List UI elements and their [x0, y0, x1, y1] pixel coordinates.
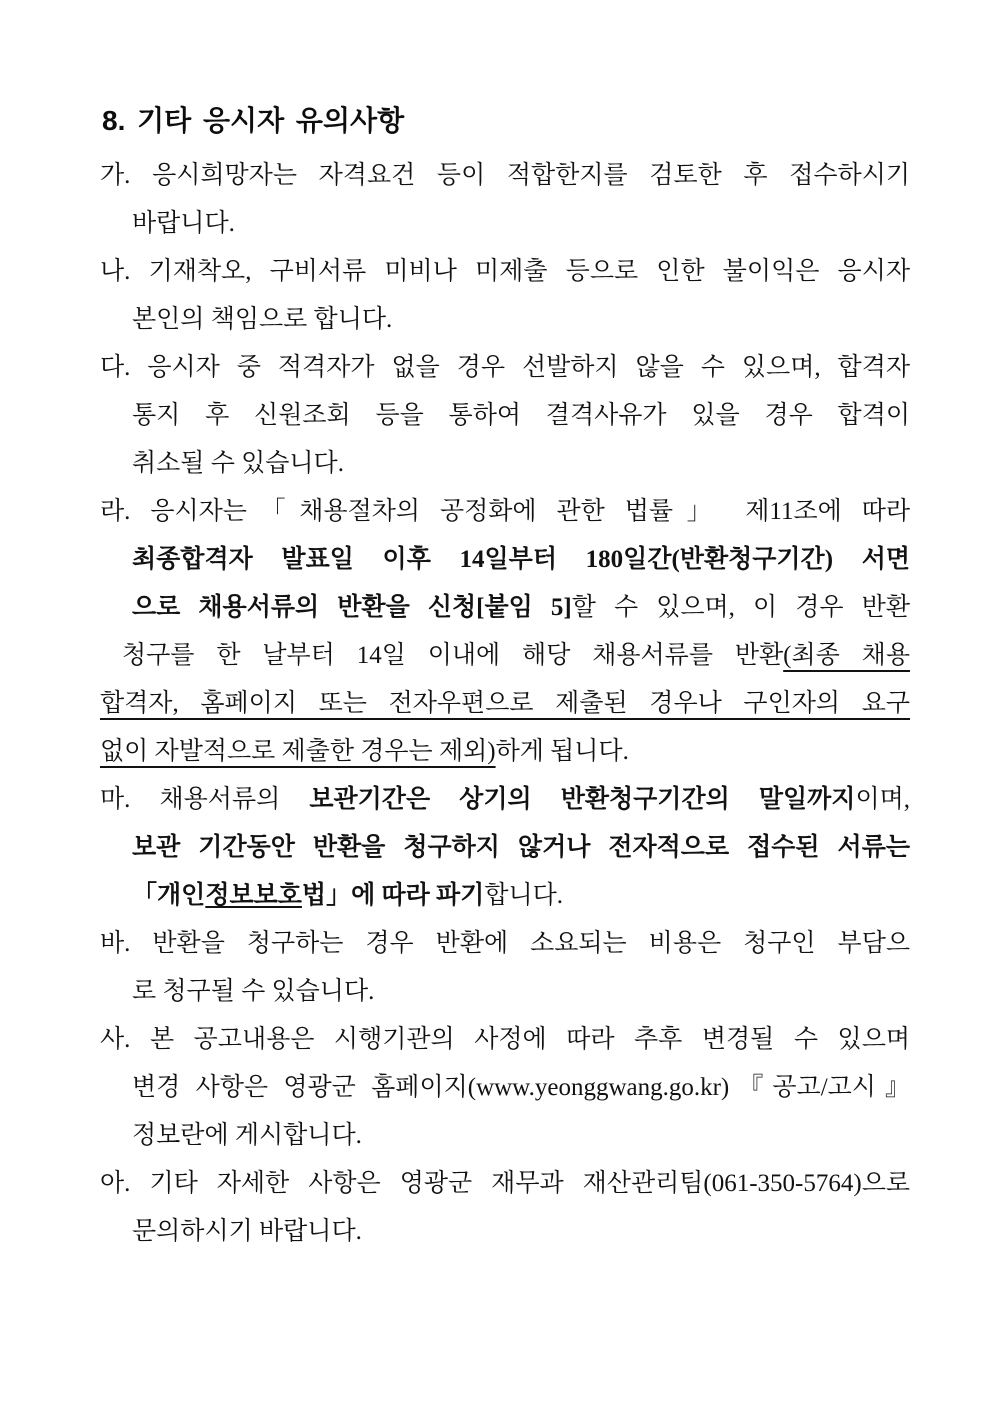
text-segment: 본인의 책임으로 합니다.: [132, 306, 393, 333]
text-segment: 기타 자세한 사항은 영광군 재무과 재산관리팀(061-350-5764)으로: [149, 1170, 911, 1197]
doc-line: [100, 344, 910, 392]
text-segment: 없이 자발적으로 제출한 경우는 제외): [100, 738, 496, 765]
text-segment: 취소될 수 있습니다.: [132, 450, 344, 477]
item-marker: 가.: [100, 162, 131, 189]
text-segment: 보관기간은 상기의 반환청구기간의 말일까지: [309, 786, 856, 813]
doc-line: [100, 296, 910, 344]
text-segment: 합격자, 홈페이지 또는 전자우편으로 제출된 경우나 구인자의 요구: [100, 690, 910, 717]
doc-line: [100, 872, 910, 920]
text-segment: 변경 사항은 영광군 홈페이지(www.yeonggwang.go.kr)『공고/고시』: [132, 1074, 910, 1101]
text-segment: 법」에 따라 파기: [301, 882, 485, 909]
text-segment: 응시희망자는 자격요건 등이 적합한지를 검토한 후 접수하시기: [152, 162, 910, 189]
text-segment: 반환을 청구하는 경우 반환에 소요되는 비용은 청구인 부담으: [152, 930, 910, 957]
text-segment: 할 수 있으며, 이 경우 반환: [571, 594, 910, 621]
text-segment: 정보보호: [205, 882, 302, 909]
doc-line: [100, 1160, 910, 1208]
doc-line: [100, 728, 910, 776]
page-content: [100, 102, 910, 1256]
doc-line: [100, 248, 910, 296]
doc-line: [100, 632, 910, 680]
doc-line: [100, 488, 910, 536]
text-segment: 하게 됩니다.: [495, 738, 629, 765]
text-segment: 청구를 한 날부터 14일 이내에 해당 채용서류를 반환: [122, 642, 784, 669]
text-segment: 보관 기간동안 반환을 청구하지 않거나 전자적으로 접수된 서류는: [132, 834, 910, 861]
items: [100, 152, 910, 1256]
doc-line: [100, 1016, 910, 1064]
text-segment: 이며,: [855, 786, 911, 813]
doc-line: [100, 536, 910, 584]
text-segment: 응시자 중 적격자가 없을 경우 선발하지 않을 수 있으며, 합격자: [147, 354, 910, 381]
doc-line: [100, 680, 910, 728]
text-segment: 문의하시기 바랍니다.: [132, 1218, 362, 1245]
doc-line: [100, 824, 910, 872]
doc-line: [100, 968, 910, 1016]
doc-line: [100, 776, 910, 824]
doc-line: [100, 392, 910, 440]
doc-line: [100, 1064, 910, 1112]
item-marker: 바.: [100, 930, 131, 957]
text-segment: 본 공고내용은 시행기관의 사정에 따라 추후 변경될 수 있으며: [149, 1026, 910, 1053]
doc-line: [100, 440, 910, 488]
text-segment: 기재착오, 구비서류 미비나 미제출 등으로 인한 불이익은 응시자: [148, 258, 911, 285]
doc-line: [100, 1112, 910, 1160]
text-segment: 바랍니다.: [132, 210, 235, 237]
text-segment: 채용서류의: [159, 786, 310, 813]
doc-line: [100, 584, 910, 632]
doc-line: [100, 1208, 910, 1256]
doc-line: [100, 920, 910, 968]
item-marker: 라.: [100, 498, 131, 525]
item-marker: 마.: [100, 786, 131, 813]
doc-line: [100, 152, 910, 200]
text-segment: 로 청구될 수 있습니다.: [132, 978, 375, 1005]
text-segment: 정보란에 게시합니다.: [132, 1122, 362, 1149]
item-marker: 아.: [100, 1170, 131, 1197]
text-segment: (최종 채용: [783, 642, 910, 669]
text-segment: 으로 채용서류의 반환을 신청[붙임 5]: [132, 594, 572, 621]
doc-line: [100, 200, 910, 248]
text-segment: 합니다.: [484, 882, 564, 909]
section-title: 8. 기타 응시자 유의사항: [102, 105, 405, 136]
text-segment: 응시자는「채용절차의 공정화에 관한 법률」 제11조에 따라: [150, 498, 910, 525]
item-marker: 사.: [100, 1026, 131, 1053]
text-segment: 통지 후 신원조회 등을 통하여 결격사유가 있을 경우 합격이: [132, 402, 910, 429]
text-segment: 「개인: [132, 882, 206, 909]
item-marker: 다.: [100, 354, 131, 381]
text-segment: 최종합격자 발표일 이후 14일부터 180일간(반환청구기간) 서면: [132, 546, 910, 573]
item-marker: 나.: [100, 258, 131, 285]
